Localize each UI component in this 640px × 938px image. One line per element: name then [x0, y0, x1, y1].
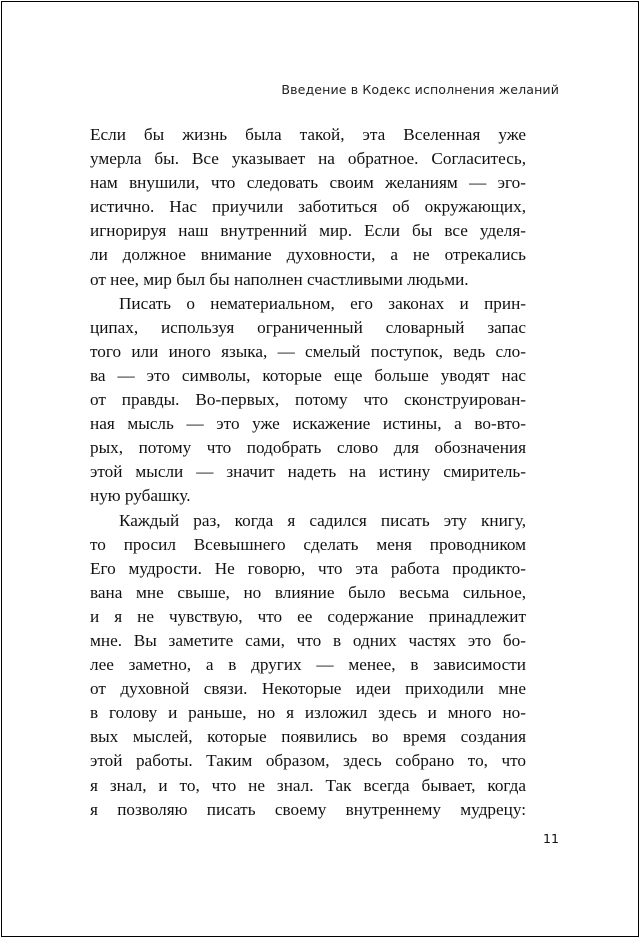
- text-line: и я не чувствую, что ее содержание принадлежит: [90, 606, 526, 626]
- text-line: рых, потому что подобрать слово для обозначения: [90, 438, 526, 458]
- text-line: Каждый раз, когда я садился писать эту книгу,: [119, 510, 526, 530]
- text-line: Его мудрости. Не говорю, что эта работа продикто-: [90, 558, 526, 578]
- text-line: вых мыслей, которые появились во время создания: [90, 727, 526, 747]
- text-line: истично. Нас приучили заботиться об окружающих,: [90, 197, 526, 217]
- page-number: 11: [542, 831, 559, 846]
- text-line: в голову и раньше, но я изложил здесь и много но-: [90, 703, 526, 723]
- text-line: от нее, мир был бы наполнен счастливыми людьми.: [90, 269, 469, 289]
- text-line: ную рубашку.: [90, 486, 191, 506]
- text-line: того или иного языка, — смелый поступок, ведь сло-: [90, 341, 526, 361]
- text-line: Писать о нематериальном, его законах и прин-: [119, 293, 526, 313]
- body-text: [90, 123, 526, 822]
- text-line: нам внушили, что следовать своим желаниям — эго-: [90, 173, 526, 193]
- text-line: ва — это символы, которые еще больше уводят нас: [90, 365, 526, 385]
- text-line: то просил Всевышнего сделать меня проводником: [90, 534, 526, 554]
- running-title: Введение в Кодекс исполнения желаний: [281, 82, 559, 97]
- book-page: [1, 1, 639, 937]
- text-line: от правды. Во-первых, потому что сконструирован-: [90, 390, 526, 410]
- text-line: вана мне свыше, но влияние было весьма сильное,: [90, 582, 526, 602]
- text-line: ная мысль — это уже искажение истины, а во-вто-: [90, 414, 526, 434]
- text-line: умерла бы. Все указывает на обратное. Согласитесь,: [90, 149, 526, 169]
- text-line: от духовной связи. Некоторые идеи приходили мне: [90, 679, 526, 699]
- text-line: Если бы жизнь была такой, эта Вселенная уже: [90, 125, 526, 144]
- text-line: игнорируя наш внутренний мир. Если бы все уделя-: [90, 221, 526, 241]
- text-line: ципах, используя ограниченный словарный запас: [90, 317, 526, 337]
- text-line: я знал, и то, что не знал. Так всегда бывает, когда: [90, 775, 526, 795]
- text-line: мне. Вы заметите сами, что в одних частях это бо-: [90, 630, 526, 650]
- text-line: ли должное внимание духовности, а не отрекались: [90, 245, 526, 265]
- text-line: лее заметно, а в других — менее, в зависимости: [90, 655, 526, 675]
- text-line: этой мысли — значит надеть на истину смиритель-: [90, 462, 526, 482]
- text-line: я позволяю писать своему внутреннему мудрецу:: [90, 799, 526, 819]
- text-line: этой работы. Таким образом, здесь собрано то, что: [90, 751, 526, 771]
